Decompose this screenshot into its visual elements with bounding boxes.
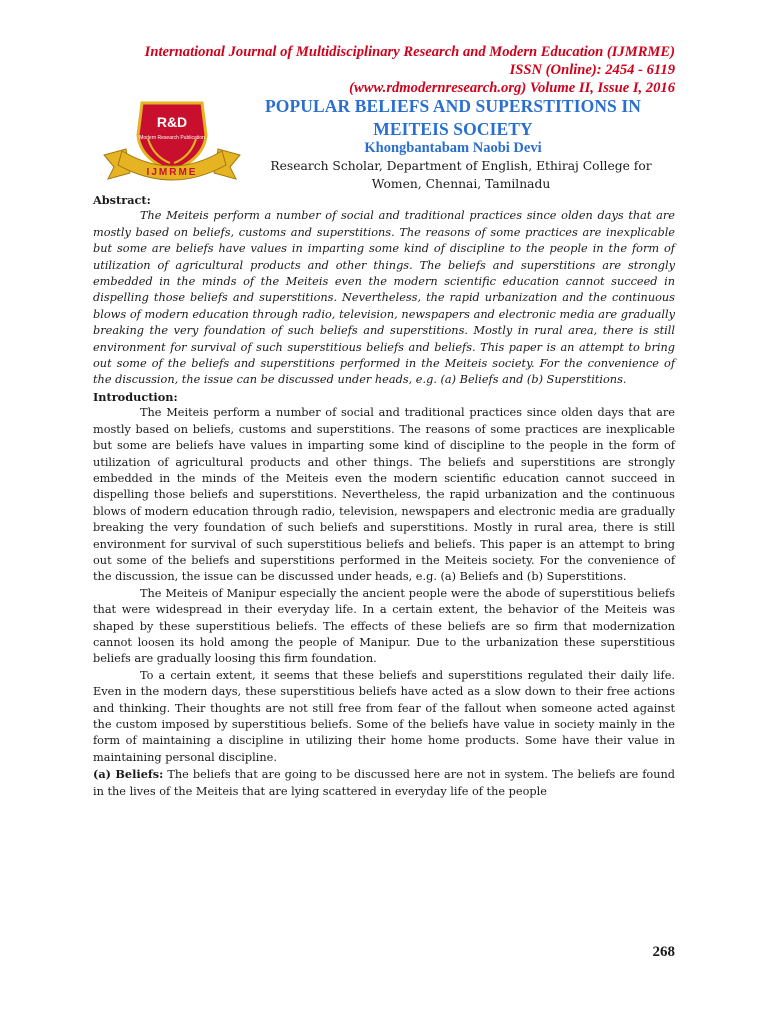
logo-top-text: R&D bbox=[156, 114, 188, 130]
rd-publication-seal-icon bbox=[96, 95, 248, 195]
journal-logo bbox=[96, 95, 248, 195]
affiliation-line1: Research Scholar, Department of English, Ethiraj College for bbox=[270, 159, 652, 173]
affiliation-line2: Women, Chennai, Tamilnadu bbox=[371, 177, 551, 191]
logo-sub-text: Modern Research Publication bbox=[139, 135, 205, 141]
beliefs-heading: (a) Beliefs: bbox=[93, 767, 164, 782]
article-body bbox=[93, 192, 675, 800]
introduction-heading: Introduction: bbox=[93, 389, 178, 404]
intro-paragraph-1: The Meiteis perform a number of social and traditional practices since olden days that are mostly based on beliefs, customs and superstitions. The reasons of some practices are inexplicable but some are beliefs have values in imparting some kind of discipline to the people in the form of utilization of agricultural products and other things. The beliefs and superstitions are strongly embedded in the minds of the Meiteis even the modern scientific education cannot succeed in dispelling those beliefs and superstitions. Nevertheless, the rapid urbanization and the continuous blows of modern education through radio, television, newspapers and electronic media are gradually breaking the very foundation of such beliefs and superstitions. Mostly in rural area, there is still environment for survival of such superstitious beliefs and beliefs. This paper is an attempt to bring out some of the beliefs and superstitions performed in the Meiteis society. For the convenience of the discussion, the issue can be discussed under heads, e.g. (a) Beliefs and (b) Superstitions. bbox=[93, 406, 675, 584]
journal-issn: ISSN (Online): 2454 - 6119 bbox=[509, 62, 675, 78]
logo-ribbon-text: IJMRME bbox=[146, 167, 198, 178]
author-name: Khongbantabam Naobi Devi bbox=[364, 140, 542, 156]
journal-volume: (www.rdmodernresearch.org) Volume II, Issue I, 2016 bbox=[349, 80, 675, 96]
beliefs-paragraph bbox=[93, 766, 675, 800]
intro-paragraph-2: The Meiteis of Manipur especially the ancient people were the abode of superstitious beliefs that were widespread in their everyday life. In a certain extent, the behavior of the Meiteis was shaped by these superstitious beliefs. The effects of these beliefs are so firm that modernization cannot loosen its hold among the people of Manipur. Due to the urbanization these superstitious beliefs are gradually loosing this firm foundation. bbox=[93, 586, 675, 666]
article-title-line2: MEITEIS SOCIETY bbox=[373, 119, 533, 139]
beliefs-text: The beliefs that are going to be discussed here are not in system. The beliefs are found in the lives of the Meiteis that are lying scattered in everyday life of the people bbox=[93, 768, 675, 798]
abstract-text: The Meiteis perform a number of social and traditional practices since olden days that are mostly based on beliefs, customs and superstitions. The reasons of some practices are inexplicable but some are beliefs have values in imparting some kind of discipline to the people in the form of utilization of agricultural products and other things. The beliefs and superstitions are strongly embedded in the minds of the Meiteis even the modern scientific education cannot succeed in dispelling those beliefs and superstitions. Nevertheless, the rapid urbanization and the continuous blows of modern education through radio, television, newspapers and electronic media are gradually breaking the very foundation of such beliefs and superstitions. Mostly in rural area, there is still environment for survival of such superstitious beliefs and beliefs. This paper is an attempt to bring out some of the beliefs and superstitions performed in the Meiteis society. For the convenience of the discussion, the issue can be discussed under heads, e.g. (a) Beliefs and (b) Superstitions. bbox=[93, 209, 675, 387]
article-title-line1: POPULAR BELIEFS AND SUPERSTITIONS IN bbox=[264, 96, 642, 116]
journal-name: International Journal of Multidisciplinary Research and Modern Education (IJMRME) bbox=[144, 44, 675, 60]
abstract-heading: Abstract: bbox=[93, 193, 151, 207]
page-number: 268 bbox=[652, 944, 675, 960]
intro-paragraph-3: To a certain extent, it seems that these beliefs and superstitions regulated their daily life. Even in the modern days, these superstitious beliefs have acted as a slow down to their free actions and thinking. Their thoughts are not still free from fear of the fallout when someone acted against the custom imposed by superstitious beliefs. Some of the beliefs have value in society mainly in the form of maintaining a discipline in utilizing their home home products. Some have their value in maintaining personal discipline. bbox=[93, 668, 675, 764]
